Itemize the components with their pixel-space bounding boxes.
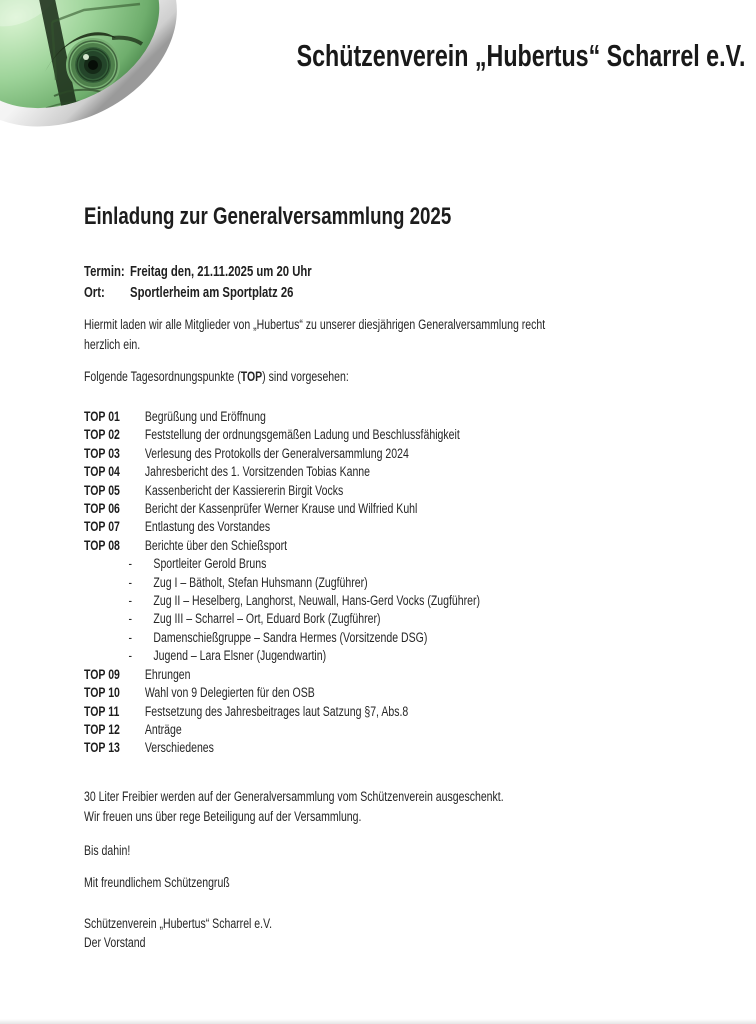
agenda-item-text: Kassenbericht der Kassiererin Birgit Vocks — [144, 482, 344, 498]
agenda-item-number: TOP 13 — [84, 740, 120, 756]
agenda-item-number: TOP 03 — [84, 445, 120, 461]
agenda-intro — [84, 368, 349, 386]
agenda-item — [84, 500, 480, 518]
signature-org: Schützenverein „Hubertus“ Scharrel e.V. — [84, 916, 273, 931]
agenda-subitem-text: Zug II – Heselberg, Langhorst, Neuwall, Hans-Gerd Vocks (Zugführer) — [153, 593, 481, 609]
signature-board: Der Vorstand — [84, 934, 146, 950]
agenda-item — [84, 537, 480, 555]
agenda-subitem — [84, 610, 480, 628]
agenda-item-text: Feststellung der ordnungsgemäßen Ladung und Beschlussfähigkeit — [144, 427, 460, 443]
agenda-item-number: TOP 06 — [84, 501, 120, 517]
closing-paragraph — [84, 787, 504, 827]
agenda-subitem-text: Damenschießgruppe – Sandra Hermes (Vorsitzende DSG) — [153, 629, 428, 645]
signature-block — [84, 915, 272, 952]
org-title: Schützenverein „Hubertus“ Scharrel e.V. — [296, 38, 745, 73]
ort-value: Sportlerheim am Sportplatz 26 — [130, 285, 294, 301]
agenda-item-text: Berichte über den Schießsport — [144, 537, 288, 553]
dash-bullet: - — [128, 556, 132, 572]
dash-bullet: - — [128, 629, 132, 645]
agenda-item-text: Anträge — [144, 721, 182, 737]
agenda-item-number: TOP 07 — [84, 519, 120, 535]
intro-paragraph — [84, 315, 545, 354]
agenda-item-number: TOP 12 — [84, 721, 120, 737]
dash-bullet: - — [128, 648, 132, 664]
agenda-subitem — [84, 647, 480, 665]
meta-block — [84, 262, 312, 304]
agenda-subitem — [84, 629, 480, 647]
agenda-item — [84, 445, 480, 463]
agenda-item — [84, 482, 480, 500]
agenda-item-number: TOP 05 — [84, 482, 120, 498]
agenda-item-text: Bericht der Kassenprüfer Werner Krause und Wilfried Kuhl — [144, 501, 418, 517]
agenda-item — [84, 684, 480, 702]
agenda-item — [84, 408, 480, 426]
meta-row-ort — [84, 283, 312, 304]
agenda-intro-bold: TOP — [240, 369, 263, 384]
agenda-item-text: Wahl von 9 Delegierten für den OSB — [144, 685, 315, 701]
agenda-item-number: TOP 11 — [84, 703, 120, 719]
agenda-item-text: Entlastung des Vorstandes — [144, 519, 271, 535]
termin-value: Freitag den, 21.11.2025 um 20 Uhr — [130, 264, 312, 280]
agenda-item-text: Jahresbericht des 1. Vorsitzenden Tobias Kanne — [144, 464, 371, 480]
document-heading: Einladung zur Generalversammlung 2025 — [84, 203, 452, 230]
intro-line: herzlich ein. — [84, 336, 141, 352]
agenda-subitem-text: Zug I – Bätholt, Stefan Huhsmann (Zugführer) — [153, 574, 368, 590]
agenda-item — [84, 703, 480, 721]
agenda-item-text: Verschiedenes — [144, 740, 214, 756]
dash-bullet: - — [128, 574, 132, 590]
agenda-subitem-text: Sportleiter Gerold Bruns — [153, 556, 267, 572]
meta-row-termin — [84, 262, 312, 283]
agenda-item-text: Verlesung des Protokolls der Generalversammlung 2024 — [144, 445, 409, 461]
agenda-item — [84, 518, 480, 536]
agenda-item — [84, 739, 480, 757]
dash-bullet: - — [128, 611, 132, 627]
farewell-line: Bis dahin! — [84, 843, 131, 858]
ort-label: Ort: — [84, 285, 105, 301]
agenda-subitem — [84, 574, 480, 592]
agenda-item — [84, 463, 480, 481]
agenda-intro-pre: Folgende Tagesordnungspunkte ( — [84, 369, 241, 384]
agenda-item-number: TOP 01 — [84, 409, 120, 424]
page-bottom-edge — [0, 1019, 756, 1024]
agenda-subitem-text: Jugend – Lara Elsner (Jugendwartin) — [153, 648, 327, 664]
closing-line: Wir freuen uns über rege Beteiligung auf der Versammlung. — [84, 809, 362, 824]
agenda-item — [84, 426, 480, 444]
agenda-item-text: Begrüßung und Eröffnung — [144, 409, 266, 424]
agenda-subitem — [84, 592, 480, 610]
intro-line: Hiermit laden wir alle Mitglieder von „Hubertus“ zu unserer diesjährigen Generalversammlung recht — [84, 317, 546, 332]
agenda-item-text: Festsetzung des Jahresbeitrages laut Satzung §7, Abs.8 — [144, 703, 409, 719]
agenda-list — [84, 408, 480, 758]
agenda-item-number: TOP 08 — [84, 537, 120, 553]
agenda-subitem-text: Zug III – Scharrel – Ort, Eduard Bork (Zugführer) — [153, 611, 381, 627]
closing-line: 30 Liter Freibier werden auf der Generalversammlung vom Schützenverein ausgeschenkt. — [84, 789, 504, 804]
agenda-item-text: Ehrungen — [144, 666, 191, 682]
agenda-item — [84, 721, 480, 739]
agenda-item-number: TOP 02 — [84, 427, 120, 443]
agenda-intro-post: ) sind vorgesehen: — [262, 369, 349, 384]
agenda-item-number: TOP 04 — [84, 464, 120, 480]
regards-line: Mit freundlichem Schützengruß — [84, 875, 230, 890]
agenda-item — [84, 666, 480, 684]
agenda-subitem — [84, 555, 480, 573]
letter-body — [84, 0, 744, 1024]
agenda-item-number: TOP 10 — [84, 685, 120, 701]
dash-bullet: - — [128, 593, 132, 609]
agenda-item-number: TOP 09 — [84, 666, 120, 682]
termin-label: Termin: — [84, 264, 125, 280]
